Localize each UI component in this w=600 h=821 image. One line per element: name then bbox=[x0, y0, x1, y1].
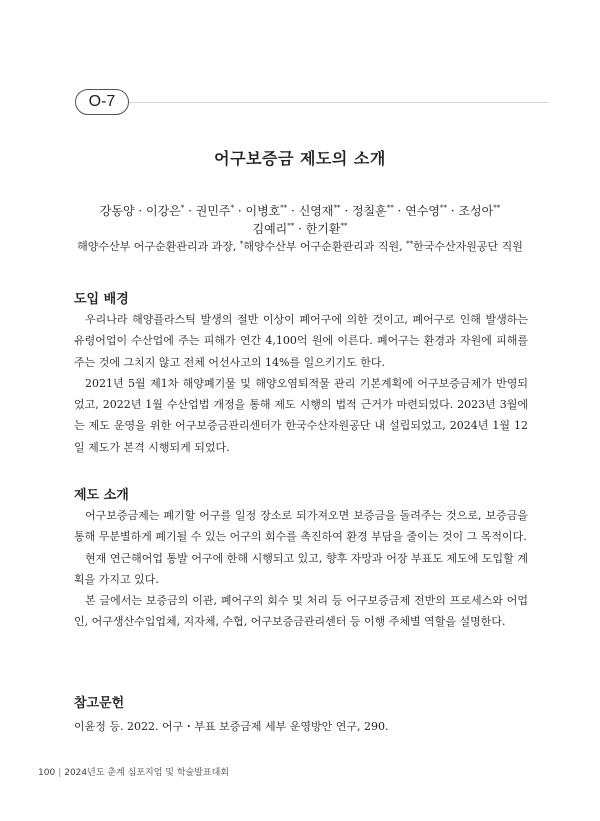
author-name: 김예리 bbox=[252, 222, 288, 236]
paragraph: 우리나라 해양플라스틱 발생의 절반 이상이 폐어구에 의한 것이고, 폐어구로 인해 발생하는 유령어업이 수산업에 주는 피해가 연간 4,100억 원에 이른다. 폐어구는 환경과 자원에 피해를 주는 것에 그치지 않고 전체 어선사고의 14%를 일으키기도 한다. bbox=[74, 313, 528, 369]
author-affiliation-mark: ** bbox=[287, 222, 295, 230]
reference-item: 이윤정 등. 2022. 어구・부표 보증금제 세부 운영방안 연구, 290. bbox=[74, 720, 389, 733]
section-heading-introduction: 제도 소개 bbox=[74, 488, 129, 503]
author-separator: · bbox=[393, 204, 406, 218]
paper-title: 어구보증금 제도의 소개 bbox=[214, 149, 386, 168]
author-name: 강동양 bbox=[99, 204, 135, 218]
affiliations bbox=[60, 238, 540, 254]
author-separator: · bbox=[134, 204, 147, 218]
section-body-introduction bbox=[74, 505, 528, 633]
author-name: 권민주 bbox=[195, 204, 231, 218]
affiliation-3-mark: ** bbox=[406, 240, 414, 248]
author-affiliation-mark: ** bbox=[280, 204, 288, 212]
author-name: 이강은 bbox=[146, 204, 181, 218]
paragraph: 2021년 5월 제1차 해양폐기물 및 해양오염퇴적물 관리 기본계획에 어구보증금제가 반영되었고, 2022년 1월 수산업법 개정을 통해 제도 시행의 법적 근거가 마련되었다. 2023년 3월에는 제도 운영을 위한 어구보증금관리센터가 한국수산자원공단 내 설립되었고, 2024년 1월 12일 제도가 본격 시행되게 되었다. bbox=[74, 376, 528, 454]
author-name: 연수영 bbox=[405, 204, 440, 218]
footer-separator: | bbox=[58, 768, 62, 778]
author-name: 한기환 bbox=[305, 222, 341, 236]
paragraph: 어구보증금제는 폐기할 어구를 일정 장소로 되가져오면 보증금을 돌려주는 것으로, 보증금을 통해 무분별하게 폐기될 수 있는 어구의 회수를 촉진하여 환경 부담을 줄이는 것이 그 목적이다. bbox=[74, 509, 528, 544]
author-affiliation-mark: * bbox=[230, 204, 235, 212]
affiliation-2-mark: * bbox=[239, 240, 244, 248]
header-rule bbox=[129, 102, 549, 103]
conference-name: 2024년도 춘계 심포지엄 및 학술발표대회 bbox=[64, 768, 229, 778]
references-heading: 참고문헌 bbox=[74, 696, 125, 711]
author-affiliation-mark: ** bbox=[386, 204, 394, 212]
affiliation-1: 해양수산부 어구순환관리과 과장, bbox=[77, 240, 237, 253]
author-separator: · bbox=[446, 204, 459, 218]
affiliation-2: 해양수산부 어구순환관리과 직원, bbox=[243, 240, 403, 253]
paragraph: 본 글에서는 보증금의 이관, 폐어구의 회수 및 처리 등 어구보증금제 전반의 프로세스와 어업인, 어구생산수입업체, 지자체, 수협, 어구보증금관리센터 등 이행 주체별 역할을 설명한다. bbox=[74, 594, 528, 629]
section-body-background bbox=[74, 309, 528, 458]
author-name: 신영재 bbox=[298, 204, 334, 218]
affiliation-3: 한국수산자원공단 직원 bbox=[413, 240, 523, 253]
paragraph: 현재 연근해어업 통발 어구에 한해 시행되고 있고, 향후 자망과 어장 부표도 제도에 도입할 계획을 가지고 있다. bbox=[74, 551, 528, 586]
author-separator: · bbox=[340, 204, 352, 218]
author-separator: · bbox=[287, 204, 299, 218]
author-affiliation-mark: * bbox=[180, 204, 185, 212]
page-number: 100 bbox=[38, 768, 56, 778]
author-name: 이병호 bbox=[245, 204, 281, 218]
author-separator: · bbox=[184, 204, 196, 218]
author-name: 조성아 bbox=[458, 204, 494, 218]
author-affiliation-mark: ** bbox=[439, 204, 447, 212]
author-name: 정칠훈 bbox=[351, 204, 387, 218]
author-list-line2 bbox=[70, 217, 530, 238]
author-affiliation-mark: ** bbox=[333, 204, 341, 212]
page-footer bbox=[38, 765, 229, 778]
session-badge: O-7 bbox=[75, 89, 129, 115]
author-affiliation-mark: ** bbox=[340, 222, 348, 230]
author-separator: · bbox=[294, 222, 306, 236]
section-heading-background: 도입 배경 bbox=[74, 292, 129, 307]
author-affiliation-mark: ** bbox=[493, 204, 501, 212]
author-separator: · bbox=[234, 204, 246, 218]
